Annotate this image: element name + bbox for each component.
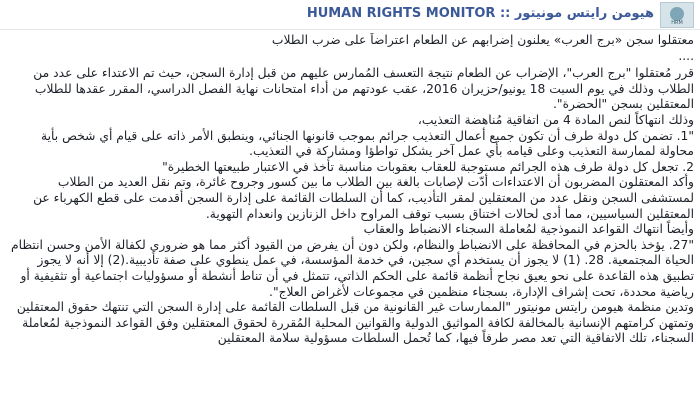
post-body <box>10 33 694 400</box>
post-paragraph: وأكد المعتقلون المضربون أن الاعتداءات أدّت لإصابات بالغة بين الطلاب ما بين كسور وجروح غائرة، وتم نقل العديد من الطلاب لمستشفى السجن ونقل عدد من المعتقلين لمقر التأديب، كما أن السلطات القائمة على إدارة السجن أقدمت على قطع الكهرباء عن المعتقلين السياسيين، مما أدى لحالات اختناق بسبب توقف المراوح داخل الزنازين وانعدام التهوية. <box>33 175 694 221</box>
post-separator: .... <box>678 48 694 63</box>
post-paragraph: وأيضاً انتهاك القواعد النموذجية لمُعاملة السجناء الانضباط والعقاب <box>363 222 694 237</box>
post-paragraph: "27. يؤخذ بالحزم في المحافظة على الانضباط والنظام، ولكن دون أن يفرض من القيود أكثر مما هو ضروري لكفالة الأمن وحسن انتظام الحياة المجتمعية. 28. (1) لا يجوز أن يستخدم أي سجين، في خدمة المؤسسة، في عمل ينطوي على صفة تأديبية.(2) إلا أنه لا يجوز تطبيق هذه القاعدة على نحو يعيق نجاح أنظمة قائمة على الحكم الذاتي، تتمثل في أن تناط أنشطة أو مسؤوليات اجتماعية أو تثقيفية أو رياضية محددة، تحت إشراف الإدارة، بسجناء منظمين في مجموعات لأغراض العلاج". <box>10 237 694 299</box>
page-name-link[interactable]: HUMAN RIGHTS MONITOR :: هيومن رايتس مونيتور <box>306 6 654 21</box>
post-paragraph: "1. تضمن كل دولة طرف أن تكون جميع أعمال التعذيب جرائم بموجب قانونها الجنائي، وينطبق الأمر ذاته على قيام أي شخص بأية محاولة لممارسة التعذيب وعلى قيامه بأي عمل آخر يشكل تواطؤا ومشاركة في التعذيب. <box>41 128 694 159</box>
post-headline: معتقلوا سجن «برج العرب» يعلنون إضرابهم عن الطعام اعتراضاً على ضرب الطلاب <box>271 33 694 47</box>
avatar[interactable] <box>660 2 694 28</box>
post-paragraph: 2. تجعل كل دولة طرف هذه الجرائم مستوجبة للعقاب بعقوبات مناسبة تأخذ في الاعتبار طبيعتها الخطيرة" <box>162 159 694 174</box>
post-paragraph: وتدين منظمة هيومن رايتس مونيتور "الممارسات غير القانونية من قبل السلطات القائمة على إدارة السجن التي تنتهك حقوق المعتقلين وتمتهن كرامتهم الإنسانية بالمخالفة لكافة المواثيق الدولية والقوانين المحلية المُقررة لحقوق المعتقلين وفق القواعد النموذجية لمُعاملة السجناء، تلك الاتفاقية التي تعد مصر طرفاً فيها، كما تُحمل السلطات مسؤولية سلامة المعتقلين <box>16 300 694 346</box>
post-header <box>0 0 700 30</box>
post-paragraph: وذلك انتهاكاً لنص المادة 4 من اتفاقية مُناهضة التعذيب، <box>417 112 694 127</box>
post-paragraph: قرر مُعتقلوا "برج العرب"، الإضراب عن الطعام نتيجة التعسف المُمارس عليهم من قبل إدارة السجن، حيث تم الاعتداء على عدد من الطلاب وذلك في يوم السبت 18 يونيو/حزيران 2016، عقب عودتهم من أداء امتحانات نهاية الفصل الدراسي، المقرر عقدها للطلاب المعتقلين بسجن "الحضرة". <box>33 66 694 112</box>
organization-logo-icon <box>670 7 684 21</box>
avatar-label: HRM <box>671 20 683 26</box>
